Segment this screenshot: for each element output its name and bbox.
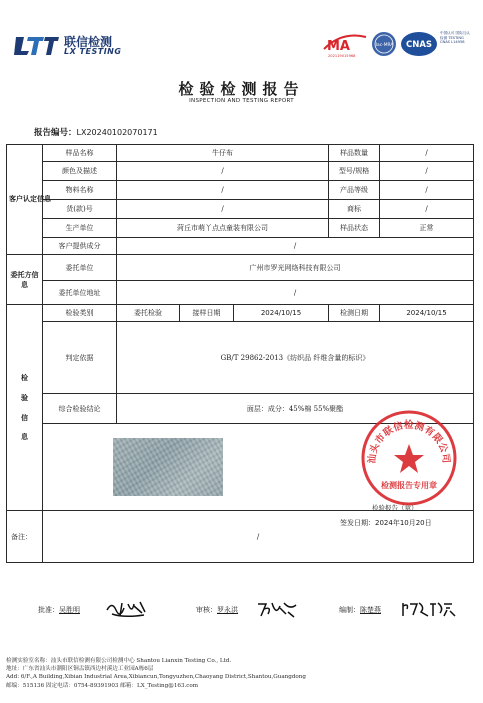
conclusion-label: 综合检验结论 [43, 394, 117, 424]
reviewer: 审核：罗永洪 [196, 606, 238, 614]
receive-date-label: 接样日期 [180, 305, 234, 322]
basis-value: GB/T 29862-2013《纺织品 纤维含量的标识》 [117, 322, 474, 394]
report-number-label: 报告编号： [34, 128, 77, 138]
color-value: / [117, 162, 329, 181]
approver-signature-icon [104, 598, 150, 620]
editor: 编制：陈楚燕 [339, 606, 381, 614]
test-date-label: 检测日期 [329, 305, 380, 322]
approver: 批准：吴胜明 [38, 606, 80, 614]
reviewer-signature-icon [254, 598, 300, 620]
footer-address-cn: 地址：广东省汕头市潮阳区铜盂镇西边村溪边工业园A栋6层 [6, 666, 154, 673]
item-no-label: 货(款)号 [43, 200, 117, 219]
cnas-mark-icon [401, 32, 437, 56]
lxt-logo-icon [14, 33, 60, 55]
brand-value: / [380, 200, 474, 219]
client-provided-label: 客户提供成分 [43, 238, 117, 255]
color-label: 颜色及描述 [43, 162, 117, 181]
model-value: / [380, 162, 474, 181]
grade-label: 产品等级 [329, 181, 380, 200]
footer-lab-name: 检测实验室名称：汕头市联信检测有限公司检测中心 Shantou Lianxin Testing Co., Ltd. [6, 658, 232, 664]
denim-fabric-sample-image [113, 438, 223, 496]
model-label: 型号/规格 [329, 162, 380, 181]
report-number-value: LX20240102070171 [76, 128, 158, 137]
seal-star-icon [394, 444, 424, 473]
issue-date-label: 签发日期： [340, 519, 375, 527]
svg-text:汕头市联信检测有限公司: 汕头市联信检测有限公司 [366, 420, 452, 465]
svg-text:ilac-MRA: ilac-MRA [374, 43, 394, 48]
client-unit-value: 广州市罗光网络科技有限公司 [117, 255, 474, 281]
footer-contact: 邮编：515136 固定电话：0754-89391903 邮箱：LX_Testing@163.com [6, 682, 199, 689]
test-date-value: 2024/10/15 [380, 305, 474, 322]
commission-section-label: 委托方信息 [7, 255, 43, 305]
sample-name-value: 牛仔布 [117, 145, 329, 162]
report-number [34, 126, 158, 138]
basis-label: 判定依据 [43, 322, 117, 394]
editor-name: 陈楚燕 [360, 606, 381, 614]
lab-footer [6, 657, 476, 690]
reviewer-name: 罗永洪 [217, 606, 238, 614]
remarks-label: 备注： [7, 511, 43, 563]
ilac-mra-mark-icon [372, 32, 396, 56]
receive-date-value: 2024/10/15 [234, 305, 329, 322]
issue-date [340, 518, 432, 528]
client-provided-value: / [117, 238, 474, 255]
issue-date-value: 2024年10月20日 [375, 519, 432, 527]
client-info-section-label: 客户认定信息 [7, 145, 43, 255]
logo-english-name: LX TESTING [64, 47, 122, 56]
sample-state-label: 样品状态 [329, 219, 380, 238]
test-type-label: 检验类别 [43, 305, 117, 322]
remarks-value: / [43, 511, 474, 563]
sample-name-label: 样品名称 [43, 145, 117, 162]
stamp-caption: 检验报告（章） [372, 504, 418, 512]
report-header [0, 0, 483, 64]
item-no-value: / [117, 200, 329, 219]
client-address-label: 委托单位地址 [43, 281, 117, 305]
cma-mark-icon [324, 36, 366, 59]
sample-qty-value: / [380, 145, 474, 162]
material-label: 物料名称 [43, 181, 117, 200]
producer-value: 菏丘市萌丫点点童装有限公司 [117, 219, 329, 238]
producer-label: 生产单位 [43, 219, 117, 238]
svg-text:CNAS: CNAS [405, 40, 433, 50]
footer-address-en: Add: 6/F.,A Building,Xibian Industrial Area,Xibiancun,Tongyuzhen,Chaoyang District,Shantou,Guangdong [6, 674, 306, 681]
material-value: / [117, 181, 329, 200]
report-title: 检验检测报告 [178, 80, 305, 98]
test-type-value: 委托检验 [117, 305, 180, 322]
logo-chinese-name: 联信检测 [64, 35, 113, 49]
approver-name: 吴胜明 [59, 606, 80, 614]
svg-text:202119015968: 202119015968 [328, 54, 356, 58]
approval-signatures [0, 598, 483, 622]
editor-signature-icon [400, 598, 460, 620]
inspection-section-label: 检验信息 [7, 305, 43, 511]
conclusion-value: 面层：成分：45%棉 55%聚酯 [117, 394, 474, 424]
svg-text:检测报告专用章: 检测报告专用章 [381, 480, 437, 490]
certification-marks: MA 202119015968 ilac-MRA CNAS 中国认可 国际互认 检测 TESTING CNAS L14958 [322, 29, 472, 59]
brand-label: 商标 [329, 200, 380, 219]
report-title-english: INSPECTION AND TESTING REPORT [189, 98, 294, 104]
grade-value: / [380, 181, 474, 200]
official-seal-stamp [359, 408, 459, 508]
client-address-value: / [117, 281, 474, 305]
sample-qty-label: 样品数量 [329, 145, 380, 162]
svg-text:MA: MA [327, 39, 350, 54]
sample-state-value: 正常 [380, 219, 474, 238]
client-unit-label: 委托单位 [43, 255, 117, 281]
